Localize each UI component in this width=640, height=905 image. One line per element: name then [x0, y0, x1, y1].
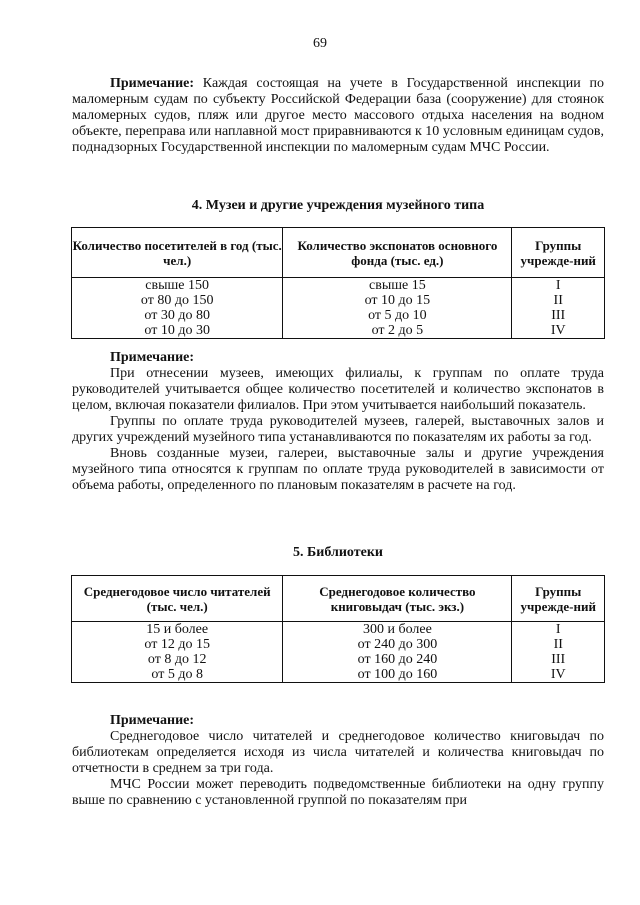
table-cell: 15 и более [146, 622, 209, 637]
museums-table [71, 227, 605, 339]
note-1-text: Каждая состоящая на учете в Государственной инспекции по маломерным судам по субъекту Российской Федерации база (сооружение) для стоянок маломерных судов, пляж или другое место массового отдыха населения на водном объекте, переправа или наплавной мост приравниваются к 10 условным единицам судов, поднадзорных Государственной инспекции по маломерным судам МЧС России. [72, 76, 604, 155]
note-1 [72, 76, 604, 156]
museums-header-groups: Группы учрежде-ний [512, 228, 605, 278]
table-cell: II [553, 293, 563, 308]
table-cell: от 5 до 10 [368, 308, 427, 323]
note-2-paragraph-2: Группы по оплате труда руководителей музеев, галерей, выставочных залов и других учреждений музейного типа устанавливаются по показателям их работы за год. [72, 414, 604, 445]
table-cell: от 12 до 15 [144, 637, 210, 652]
note-2-label: Примечание: [110, 350, 195, 365]
libraries-table [71, 575, 605, 683]
note-3-label: Примечание: [110, 713, 195, 728]
libraries-header-groups: Группы учрежде-ний [512, 576, 605, 622]
table-cell: от 80 до 150 [140, 293, 214, 308]
museums-col-exhibits [283, 278, 512, 339]
libraries-col-readers [72, 622, 283, 683]
note-2-paragraph-1: При отнесении музеев, имеющих филиалы, к группам по оплате труда руководителей учитывается общее количество посетителей и количество экспонатов в целом, включая показатели филиалов. При этом учитывается наибольший показатель. [72, 366, 604, 413]
table-cell: IV [550, 667, 566, 682]
table-cell: свыше 150 [145, 278, 210, 293]
libraries-header-readers: Среднегодовое число читателей (тыс. чел.) [72, 576, 283, 622]
table-cell: II [553, 637, 563, 652]
note-3-paragraph-1: Среднегодовое число читателей и среднегодовое количество книговыдач по библиотекам определяется исходя из числа читателей и количества книговыдач по отчетности в среднем за три года. [72, 729, 604, 776]
section-4-title: 4. Музеи и другие учреждения музейного типа [191, 198, 485, 213]
table-cell: от 10 до 30 [144, 323, 210, 338]
page-number: 69 [313, 36, 327, 51]
table-cell: от 100 до 160 [357, 667, 438, 682]
note-3 [72, 713, 604, 809]
table-cell: IV [550, 323, 566, 338]
table-cell: от 2 до 5 [371, 323, 424, 338]
table-cell: III [551, 652, 566, 667]
museums-col-groups [512, 278, 605, 339]
table-cell: I [555, 622, 561, 637]
museums-table-header [72, 228, 605, 278]
libraries-col-groups [512, 622, 605, 683]
table-cell: от 240 до 300 [357, 637, 438, 652]
note-3-paragraph-2: МЧС России может переводить подведомственные библиотеки на одну группу выше по сравнению с установленной группой по показателям при [72, 777, 604, 808]
museums-header-exhibits: Количество экспонатов основного фонда (тыс. ед.) [283, 228, 512, 278]
table-cell: I [555, 278, 561, 293]
museums-col-visitors [72, 278, 283, 339]
museums-table-body [72, 278, 605, 339]
table-cell: от 160 до 240 [357, 652, 438, 667]
table-cell: от 8 до 12 [147, 652, 207, 667]
table-cell: от 5 до 8 [151, 667, 203, 682]
table-cell: от 30 до 80 [144, 308, 210, 323]
table-cell: свыше 15 [369, 278, 426, 293]
table-cell: III [551, 308, 566, 323]
libraries-header-loans: Среднегодовое количество книговыдач (тыс. экз.) [283, 576, 512, 622]
section-5-title: 5. Библиотеки [293, 545, 383, 560]
note-2 [72, 350, 604, 494]
note-1-label: Примечание: [110, 76, 195, 91]
libraries-table-header [72, 576, 605, 622]
note-2-paragraph-3: Вновь созданные музеи, галереи, выставочные залы и другие учреждения музейного типа относятся к группам по оплате труда руководителей в зависимости от объема работы, определенного по плановым показателям в расчете на год. [72, 446, 604, 493]
libraries-table-body [72, 622, 605, 683]
museums-header-visitors: Количество посетителей в год (тыс. чел.) [72, 228, 283, 278]
table-cell: 300 и более [362, 622, 432, 637]
table-cell: от 10 до 15 [364, 293, 431, 308]
libraries-col-loans [283, 622, 512, 683]
